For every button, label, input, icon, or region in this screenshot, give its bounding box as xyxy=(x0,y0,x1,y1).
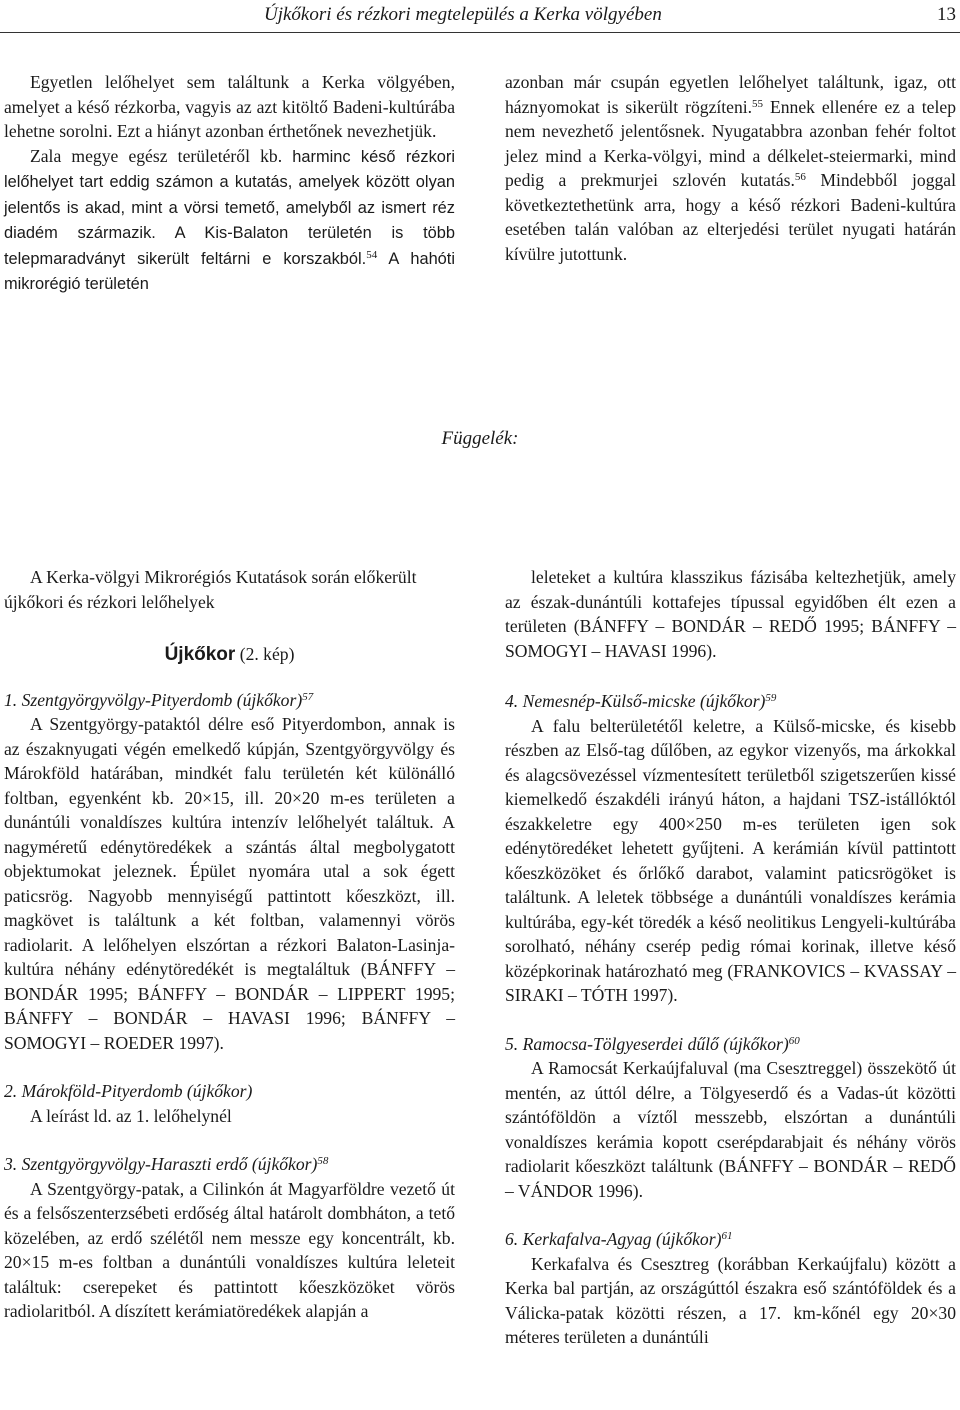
footnote-ref-57[interactable]: 57 xyxy=(302,690,314,703)
site-entry-2 xyxy=(4,1079,455,1128)
intro-paragraph-3: azonban már csupán egyetlen lelőhelyet találtunk, igaz, ott háznyomokat is sikerült rögzíteni.$^{55}$ Ennek ellenére ez a telep nem nevezhető jelentősnek. Nyugatabbra azonban fehér foltot jelez mind a Kerka-völgyi, mind a délkelet-steiermarki, mind pedig a prekmurjei szlovén kutatás.$^{56}$ Mindebből joggal következtethetünk arra, hogy a késő rézkori Badeni-kultúra esetében talán valóban az elterjedési terület nyugati határán kívülre jutottunk. xyxy=(505,72,956,264)
site-title-5: 5. Ramocsa-Tölgyeserdei dűlő (újkőkor)$^{60}$ xyxy=(505,1033,800,1054)
footnote-ref-59[interactable]: 59 xyxy=(765,692,777,704)
site-entry-1 xyxy=(4,688,455,1056)
site-title-2: 2. Márokföld-Pityerdomb (újkőkor) xyxy=(4,1081,253,1101)
footnote-ref-56[interactable]: 56 xyxy=(794,171,806,183)
footnote-ref-54[interactable]: 54 xyxy=(366,248,378,261)
site-text-2: A leírást ld. az 1. lelőhelynél xyxy=(30,1105,232,1126)
intro-paragraph-2: Zala megye egész területéről kb. harminc késő rézkori lelőhelyet tart eddig számon a kutatás, amelyek között olyan jelentős is akad, mint a vörsi temető, amelyből az ismert réz diadém származik. A Kis-Balaton területén is több telepmaradványt sikerült feltárni e korszakból.$^{54}$ A hahóti mikrorégió területén xyxy=(4,145,455,293)
site-entry-3 xyxy=(4,1152,455,1324)
footnote-ref-61[interactable]: 61 xyxy=(721,1230,733,1242)
footnote-ref-60[interactable]: 60 xyxy=(788,1034,800,1047)
intro-right-column xyxy=(505,70,956,266)
continued-text: leleteket a kultúra klasszikus fázisába keltezhetjük, amely az észak-dunántúli kottafejes típussal egyidőben élt ezen a területen (BÁNFFY – BONDÁR – REDŐ 1995; BÁNFFY – SOMOGYI – HAVASI 1996). xyxy=(505,567,956,661)
site-title-6: 6. Kerkafalva-Agyag (újkőkor)$^{61}$ xyxy=(505,1229,733,1249)
site-entry-6 xyxy=(505,1227,956,1350)
intro-paragraph-1: Egyetlen lelőhelyet sem találtunk a Kerka völgyében, amelyet a késő rézkorba, vagyis az azt kitöltő Badeni-kultúrába lehetne sorolni. Ezt a hiányt azonban érthetőnek nevezhetjük. xyxy=(4,72,455,141)
header-rule xyxy=(0,32,960,33)
catalogue-left-column xyxy=(4,565,455,1324)
footnote-ref-55[interactable]: 55 xyxy=(752,97,764,110)
site-entry-5 xyxy=(505,1032,956,1204)
running-title: Újkőkori és rézkori megtelepülés a Kerka völgyében xyxy=(264,4,662,25)
site-text-4: A falu belterületétől keletre, a Külső-micske, és kisebb részben az Első-tag dűlőben, az egykor vizenyős, ma árkokkal és alagcsövezéssel vízmentesített területből szigetszerűen kissé kiemelkedő északdéli irányú háton, a hajdani TSZ-istállóktól északkeletre egy 400×250 m-es területen igen sok edénytöredéket lehetett gyűjteni. A kerámián kívül pattintott kőeszközöket és őrlőkő darabot, valamint paticsrögöket is találtunk. A leletek többsége a dunántúli vonaldíszes kerámia kultúrába, egy-két töredék a késő neolitikus Lengyeli-kultúrába sorolható, néhány cserép pedig római korinak, illetve késő középkorinak határozható meg (FRANKOVICS – KVASSAY – SIRAKI – TÓTH 1997). xyxy=(505,715,956,1005)
site-text-1: A Szentgyörgy-pataktól délre eső Pityerdombon, annak is az északnyugati végén emelkedő kúpján, Szentgyörgyvölgy és Márokföld határában, mindkét falu területén két különálló foltban, egyenként kb. 20×15, ill. 20×20 m-es területen a dunántúli vonaldíszes kultúra intenzív lelőhelyét találtuk. A nagyméretű edénytöredékek a szántás által megbolygatott objektumokat jeleznek. Épület nyomára utal a sok égett paticsrög. Nagyobb mennyiségű pattintott kőeszközt, ill. magkövet is találtunk a két foltban, valamennyi vörös radiolarit. A lelőhelyen elszórtan a rézkori Balaton-Lasinja-kultúra néhány edénytöredékét is megtaláltuk (BÁNFFY – BONDÁR 1995; BÁNFFY – BONDÁR – LIPPERT 1995; BÁNFFY – BONDÁR – HAVASI 1996; BÁNFFY – SOMOGYI – ROEDER 1997). xyxy=(4,714,455,1053)
site-text-5: A Ramocsát Kerkaújfaluval (ma Csesztreggel) összekötő út mentén, az úttól délre, a Tölgyeserdő és a Vadas-út közötti szántóföldön a víztől messzebb, elszórtan a dunántúli vonaldíszes kerámia kopott cserépdarabjait és néhány vörös radiolarit kőeszközt találtunk (BÁNFFY – BONDÁR – REDŐ – VÁNDOR 1996). xyxy=(505,1058,956,1201)
era-label: Újkőkor xyxy=(164,644,236,665)
catalogue-heading: A Kerka-völgyi Mikrorégiós Kutatások során előkerült újkőkori és rézkori lelőhelyek xyxy=(4,567,417,612)
catalogue-right-column xyxy=(505,565,956,1350)
site-entry-4 xyxy=(505,689,956,1008)
site-title-1: 1. Szentgyörgyvölgy-Pityerdomb (újkőkor)$^{57}$ xyxy=(4,689,314,710)
site-title-3: 3. Szentgyörgyvölgy-Haraszti erdő (újkőkor)$^{58}$ xyxy=(4,1154,329,1174)
era-heading xyxy=(4,642,455,668)
running-header xyxy=(0,0,960,34)
site-text-3: A Szentgyörgy-patak, a Cilinkón át Magyarföldre vezető út és a felsőszenterzsébeti erdőség által határolt dombháton, a tető közelében, az erdő szélétől nem messze egy koncentrált, kb. 20×15 m-es foltban a dunántúli vonaldíszes kultúra leleteit találtuk: cserepeket és pattintott kőeszközöket vörös radiolaritból. A díszített kerámiatöredékek alapján a xyxy=(4,1178,455,1321)
footnote-ref-58[interactable]: 58 xyxy=(317,1155,329,1167)
appendix-heading: Függelék: xyxy=(441,428,519,449)
era-figure-ref: (2. kép) xyxy=(235,644,295,664)
page-number: 13 xyxy=(937,4,956,25)
site-title-4: 4. Nemesnép-Külső-micske (újkőkor)$^{59}$ xyxy=(505,691,777,711)
site-text-6: Kerkafalva és Csesztreg (korábban Kerkaújfalu) között a Kerka bal partján, az országúttól északra eső szántóföldek és a Válicka-patak közötti részen, a 17. km-kőnél egy 20×30 méteres területen a dunántúli xyxy=(505,1253,956,1347)
intro-left-column xyxy=(4,70,455,297)
